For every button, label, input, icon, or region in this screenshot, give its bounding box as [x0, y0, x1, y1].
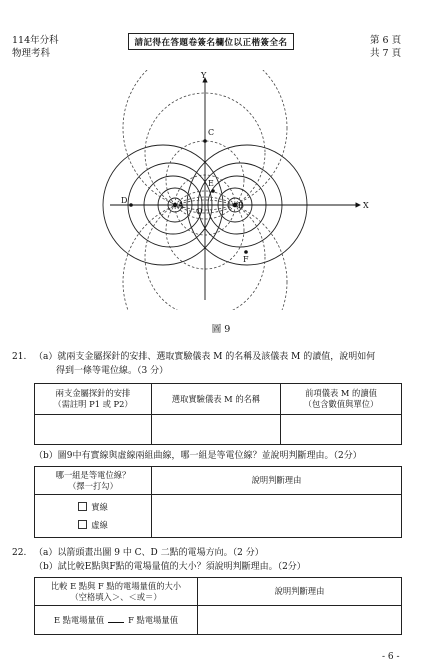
point-f: [244, 250, 248, 254]
figure-caption: 圖 9: [211, 324, 231, 335]
dashed-checkbox[interactable]: [78, 520, 87, 529]
page-number: - 6 -: [382, 652, 400, 662]
q21-number: 21.: [12, 352, 27, 362]
q21-table-b-options: [35, 495, 152, 538]
q21-answer-probe-cell[interactable]: [35, 415, 152, 445]
q21-table-a: [34, 383, 402, 445]
q21-table-b-header-choice: 哪一組是等電位線？ （擇一打勾）: [35, 467, 152, 495]
compare-blank[interactable]: [108, 614, 124, 623]
page-total: 共 7 頁: [370, 48, 402, 59]
f-field-label: F 點電場量值: [128, 615, 179, 625]
q22-number: 22.: [12, 548, 27, 558]
label-d: D: [121, 196, 128, 205]
q22-table-header-reason: 說明判斷理由: [198, 578, 402, 606]
q22-compare-cell: [35, 606, 198, 635]
label-c: C: [208, 128, 215, 137]
q22-part-a: （a）以箭頭畫出圖 9 中 C、D 二點的電場方向。（2 分）: [34, 548, 264, 558]
page-current: 第 6 頁: [370, 35, 402, 46]
q21-part-b: （b）圖9中有實線與虛線兩組曲線，哪一組是等電位線？並說明判斷理由。（2分）: [34, 451, 362, 461]
option-solid[interactable]: 實線: [35, 498, 151, 516]
signature-notice: 請記得在答題卷簽名欄位以正楷簽全名: [134, 37, 288, 48]
charge-a: [173, 203, 177, 207]
q21-table-a-header-probe: 兩支金屬探針的安排 （需註明 P1 或 P2）: [35, 384, 152, 415]
exam-subject: 物理考科: [12, 48, 51, 59]
label-f: F: [243, 255, 249, 264]
axis-y-label: Y: [201, 71, 207, 80]
q22-answer-reason-cell[interactable]: [198, 606, 402, 635]
q21-answer-meter-cell[interactable]: [152, 415, 281, 445]
q22-part-b: （b）試比較E點與F點的電場量值的大小？須說明判斷理由。（2分）: [34, 562, 306, 572]
option-dashed[interactable]: 虛線: [35, 516, 151, 534]
exam-year-subject: 114年分科: [12, 35, 59, 46]
q21-answer-reason-cell[interactable]: [152, 495, 402, 538]
q22-table-header-compare: 比較 E 點與 F 點的電場量值的大小 （空格填入＞、＜或＝）: [35, 578, 198, 606]
charge-b: [233, 203, 237, 207]
q21-part-a-line1: （a）就兩支金屬探針的安排、選取實驗儀表 M 的名稱及該儀表 M 的讀值，說明如何: [34, 352, 376, 362]
label-o: O: [196, 207, 203, 216]
q21-table-a-header-meter: 選取實驗儀表 M 的名稱: [152, 384, 281, 415]
label-a: A: [178, 201, 184, 210]
q21-table-b: [34, 466, 402, 538]
label-e: E: [208, 179, 214, 188]
point-d: [129, 203, 133, 207]
e-field-label: E 點電場量值: [53, 615, 105, 625]
solid-checkbox[interactable]: [78, 502, 87, 511]
q21-table-b-header-reason: 說明判斷理由: [152, 467, 402, 495]
point-e: [211, 189, 215, 193]
axis-x-label: X: [363, 201, 369, 210]
q21-table-a-header-reading: 前項儀表 M 的讀值 （包含數值與單位）: [281, 384, 402, 415]
label-b: B: [238, 201, 244, 210]
q21-part-a-line2: 得到一條等電位線。（3 分）: [56, 366, 169, 376]
q22-table: [34, 577, 402, 635]
point-c: [203, 139, 207, 143]
q21-answer-reading-cell[interactable]: [281, 415, 402, 445]
